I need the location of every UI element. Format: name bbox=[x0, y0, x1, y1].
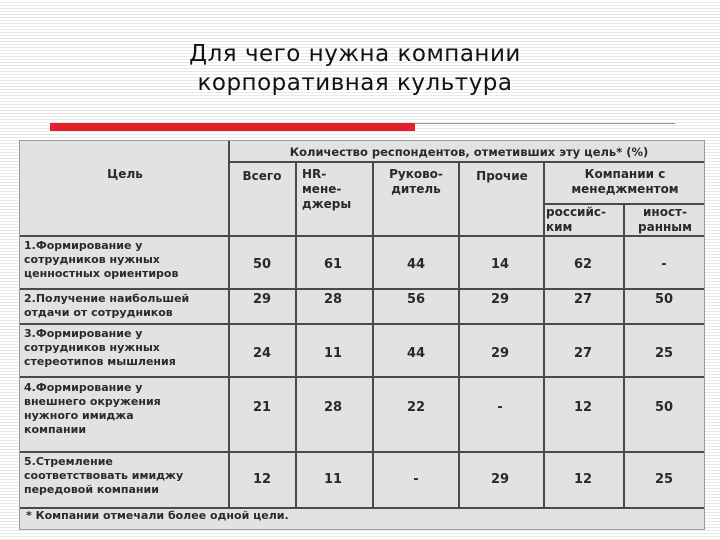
header-companies-line-2: менеджментом bbox=[571, 182, 679, 196]
row-4-goal bbox=[24, 381, 229, 437]
goal-line: нужного имиджа bbox=[24, 409, 134, 422]
scanned-table bbox=[19, 140, 705, 530]
cell-value: 44 bbox=[406, 257, 426, 272]
goal-line: 5.Стремление bbox=[24, 455, 113, 468]
cell-value: 12 bbox=[252, 472, 272, 487]
goal-line: 3.Формирование у bbox=[24, 327, 143, 340]
cell-value: 44 bbox=[406, 346, 426, 361]
cell-value: 61 bbox=[323, 257, 343, 272]
red-accent-bar bbox=[50, 123, 415, 131]
cell-value: - bbox=[413, 472, 419, 487]
row-1-goal bbox=[24, 239, 229, 281]
cell-value: 56 bbox=[406, 292, 426, 307]
header-foreign-line-2: ранным bbox=[638, 220, 692, 234]
header-hr-line-3: джеры bbox=[302, 197, 352, 211]
cell-value: 29 bbox=[490, 292, 510, 307]
header-lead-line-1: Руково- bbox=[389, 167, 443, 181]
cell-value: 14 bbox=[490, 257, 510, 272]
goal-line: 4.Формирование у bbox=[24, 381, 143, 394]
cell-value: 28 bbox=[323, 400, 343, 415]
cell-value: 21 bbox=[252, 400, 272, 415]
goal-line: сотрудников нужных bbox=[24, 341, 160, 354]
cell-value: 25 bbox=[654, 346, 674, 361]
header-russian bbox=[546, 205, 622, 235]
cell-value: 29 bbox=[490, 472, 510, 487]
row-5-goal bbox=[24, 455, 229, 497]
table-hline bbox=[20, 451, 705, 453]
cell-value: - bbox=[497, 400, 503, 415]
table-vline bbox=[228, 141, 230, 509]
header-lead bbox=[376, 167, 456, 197]
table-vline bbox=[372, 161, 374, 509]
cell-value: 27 bbox=[573, 292, 593, 307]
table-hline bbox=[20, 323, 705, 325]
header-foreign bbox=[626, 205, 704, 235]
cell-value: 25 bbox=[654, 472, 674, 487]
cell-value: 29 bbox=[252, 292, 272, 307]
cell-value: 12 bbox=[573, 400, 593, 415]
table-hline bbox=[20, 235, 705, 237]
goal-line: стереотипов мышления bbox=[24, 355, 176, 368]
goal-line: внешнего окружения bbox=[24, 395, 161, 408]
cell-value: 11 bbox=[323, 472, 343, 487]
cell-value: 11 bbox=[323, 346, 343, 361]
divider-line bbox=[415, 123, 675, 124]
table-footnote: * Компании отмечали более одной цели. bbox=[26, 509, 289, 522]
table-vline bbox=[295, 161, 297, 509]
header-lead-line-2: дитель bbox=[391, 182, 441, 196]
header-russian-line-2: ким bbox=[546, 220, 573, 234]
cell-value: 24 bbox=[252, 346, 272, 361]
slide-title-line-1: Для чего нужна компании bbox=[189, 41, 521, 67]
cell-value: 50 bbox=[654, 400, 674, 415]
table-vline bbox=[543, 161, 545, 509]
header-respondents: Количество респондентов, отметивших эту цель* (%) bbox=[289, 145, 649, 159]
header-hr-line-2: мене- bbox=[302, 182, 342, 196]
cell-value: 62 bbox=[573, 257, 593, 272]
slide-title bbox=[120, 40, 590, 98]
header-hr bbox=[302, 167, 366, 212]
goal-line: 1.Формирование у bbox=[24, 239, 143, 252]
row-3-goal bbox=[24, 327, 229, 369]
table-vline bbox=[458, 161, 460, 509]
table-hline bbox=[20, 288, 705, 290]
row-2-goal bbox=[24, 292, 229, 320]
header-total: Всего bbox=[242, 169, 282, 183]
table-hline bbox=[228, 161, 705, 163]
header-russian-line-1: российс- bbox=[546, 205, 606, 219]
table-hline bbox=[20, 376, 705, 378]
cell-value: 27 bbox=[573, 346, 593, 361]
goal-line: отдачи от сотрудников bbox=[24, 306, 173, 319]
cell-value: 28 bbox=[323, 292, 343, 307]
cell-value: - bbox=[661, 257, 667, 272]
header-other: Прочие bbox=[476, 169, 528, 183]
goal-line: ценностных ориентиров bbox=[24, 267, 179, 280]
goal-line: сотрудников нужных bbox=[24, 253, 160, 266]
cell-value: 29 bbox=[490, 346, 510, 361]
cell-value: 50 bbox=[654, 292, 674, 307]
header-companies bbox=[545, 167, 705, 197]
cell-value: 22 bbox=[406, 400, 426, 415]
header-goal: Цель bbox=[107, 167, 143, 181]
header-hr-line-1: HR- bbox=[302, 167, 327, 181]
header-foreign-line-1: иност- bbox=[643, 205, 687, 219]
slide-title-line-2: корпоративная культура bbox=[197, 70, 513, 96]
goal-line: соответствовать имиджу bbox=[24, 469, 184, 482]
goal-line: 2.Получение наибольшей bbox=[24, 292, 190, 305]
cell-value: 50 bbox=[252, 257, 272, 272]
cell-value: 12 bbox=[573, 472, 593, 487]
goal-line: передовой компании bbox=[24, 483, 159, 496]
goal-line: компании bbox=[24, 423, 87, 436]
table-vline bbox=[623, 203, 625, 509]
header-companies-line-1: Компании с bbox=[584, 167, 666, 181]
